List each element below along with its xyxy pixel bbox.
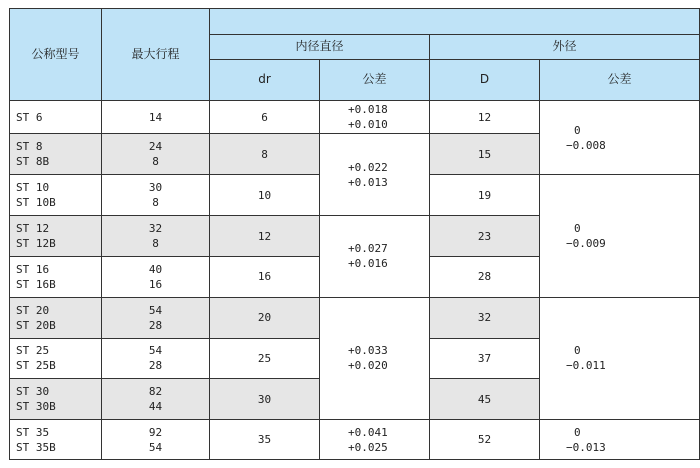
table-row [10,100,700,134]
stroke-cell: 54 28 [102,338,210,379]
dr-cell: 12 [210,216,320,257]
specification-table [9,8,700,460]
header-inner-tolerance: 公差 [320,60,430,101]
table-row [10,420,700,460]
D-cell: 23 [430,216,540,257]
D-cell: 52 [430,420,540,460]
table-row [10,297,700,338]
model-cell: ST 8 ST 8B [10,134,102,175]
model-cell: ST 20 ST 20B [10,297,102,338]
stroke-cell: 32 8 [102,216,210,257]
inner-tolerance-cell: +0.033 +0.020 [320,297,430,419]
outer-tolerance-cell: 0 −0.013 [540,420,700,460]
D-cell: 19 [430,175,540,216]
header-outer-tolerance: 公差 [540,60,700,101]
dr-cell: 8 [210,134,320,175]
outer-tolerance-cell: 0 −0.008 [540,100,700,174]
stroke-cell: 30 8 [102,175,210,216]
dr-cell: 10 [210,175,320,216]
inner-tolerance-cell: +0.018 +0.010 [320,100,430,134]
header-D: D [430,60,540,101]
dr-cell: 35 [210,420,320,460]
model-cell: ST 16 ST 16B [10,256,102,297]
model-cell: ST 35 ST 35B [10,420,102,460]
stroke-cell: 24 8 [102,134,210,175]
stroke-cell: 14 [102,100,210,134]
header-dr: dr [210,60,320,101]
D-cell: 37 [430,338,540,379]
outer-tolerance-cell: 0 −0.011 [540,297,700,419]
header-inner-diameter: 内径直径 [210,34,430,60]
header-model: 公称型号 [10,9,102,101]
stroke-cell: 40 16 [102,256,210,297]
dr-cell: 6 [210,100,320,134]
model-cell: ST 6 [10,100,102,134]
inner-tolerance-cell: +0.041 +0.025 [320,420,430,460]
D-cell: 12 [430,100,540,134]
stroke-cell: 92 54 [102,420,210,460]
dr-cell: 16 [210,256,320,297]
inner-tolerance-cell: +0.022 +0.013 [320,134,430,216]
model-cell: ST 25 ST 25B [10,338,102,379]
header-outer-diameter: 外径 [430,34,700,60]
stroke-cell: 82 44 [102,379,210,420]
inner-tolerance-cell: +0.027 +0.016 [320,216,430,298]
dr-cell: 20 [210,297,320,338]
D-cell: 45 [430,379,540,420]
D-cell: 32 [430,297,540,338]
outer-tolerance-cell: 0 −0.009 [540,175,700,297]
dr-cell: 25 [210,338,320,379]
model-cell: ST 10 ST 10B [10,175,102,216]
model-cell: ST 12 ST 12B [10,216,102,257]
D-cell: 28 [430,256,540,297]
header-blank [210,9,700,35]
header-max-stroke: 最大行程 [102,9,210,101]
stroke-cell: 54 28 [102,297,210,338]
dr-cell: 30 [210,379,320,420]
D-cell: 15 [430,134,540,175]
model-cell: ST 30 ST 30B [10,379,102,420]
